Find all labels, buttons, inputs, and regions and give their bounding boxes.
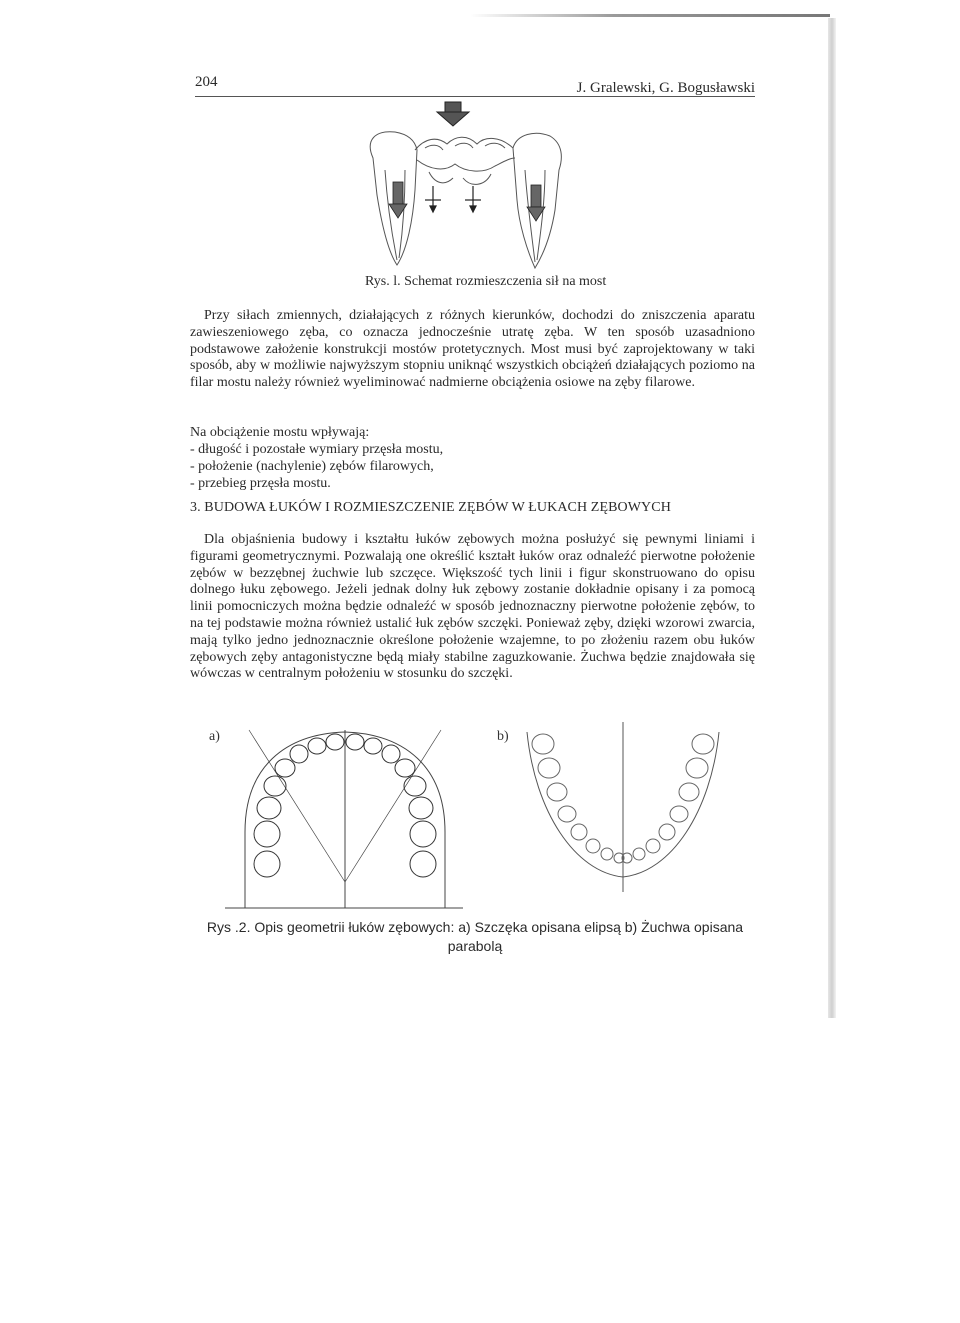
paragraph-1 [190,308,755,392]
list-item-position: - położenie (nachylenie) zębów filarowych, [190,459,434,474]
running-authors: J. Gralewski, G. Bogusławski [576,80,755,96]
figure-2-caption [205,918,745,956]
list-item-length: - długość i pozostałe wymiary przęsła mostu, [190,442,444,457]
figure-label-b: b) [497,729,509,744]
list-intro: Na obciążenie mostu wpływają: [190,425,370,440]
maxilla-arch-drawing [225,730,463,908]
figure-2-caption-line-2: parabolą [447,938,503,954]
figure-1-caption: Rys. l. Schemat rozmieszczenia sił na most [365,274,607,289]
figure-2-caption-line-1: Rys .2. Opis geometrii łuków zębowych: a) Szczęka opisana elipsą b) Żuchwa opisana [206,919,744,935]
paragraph-3-text: Dla objaśnienia budowy i kształtu łuków zębowych można posłużyć się pewnymi liniami i figurami geometrycznymi. Pozwalają one określić kształt łuków oraz odnaleźć pierwotne położenie zębów w bezzębnej żuchwie lub szczęce. Większość tych linii i figur skonstruowano do opisu dolnego łuku zębowego. Jeżeli jednak dolny łuk zębowy zostanie dokładnie opisany i za pomocą linii pomocniczych można będzie odnaleźć w sposób jednoznaczny pierwotne położenie zębów, to na tej podstawie można również ustalić łuk zębów szczęki. Ponieważ zęby, dzięki wzorowi zwarcia, mają tylko jedno jednoznacznie określone położenie wzajemne, to po złożeniu razem obu łuków zębowych zęby antagonistyczne będą miały stabilne zaguzkowanie. Żuchwa będzie znajdowała się wówczas w centralnym położeniu w stosunku do szczęki. [190,532,755,682]
paragraph-3 [190,532,755,683]
dental-arches-figure [205,722,725,912]
bridge-force-figure [345,100,585,275]
paragraph-1-text: Przy siłach zmiennych, działających z różnych kierunków, dochodzi do zniszczenia aparatu zawieszeniowego zęba, co oznacza jednocześnie utratę zęba. W ten sposób uzasadniono podstawowe założenie konstrukcji mostów protetycznych. Most musi być zaprojektowany w taki sposób, aby w możliwie najwyższym stopniu uniknąć wszystkich obciążeń działających poziomo na filar mostu należy również wyeliminować nadmierne obciążenia osiowe na zęby filarowe. [190,308,755,391]
running-header [195,74,755,97]
page-number: 204 [195,74,218,90]
mandible-arch-drawing [527,722,719,892]
scan-shadow-top [470,14,830,17]
scan-shadow-right [828,18,836,1018]
figure-label-a: a) [209,729,220,744]
list-item-span: - przebieg przęsła mostu. [190,476,331,491]
section-heading: 3. BUDOWA ŁUKÓW I ROZMIESZCZENIE ZĘBÓW W ŁUKACH ZĘBOWYCH [190,500,671,515]
